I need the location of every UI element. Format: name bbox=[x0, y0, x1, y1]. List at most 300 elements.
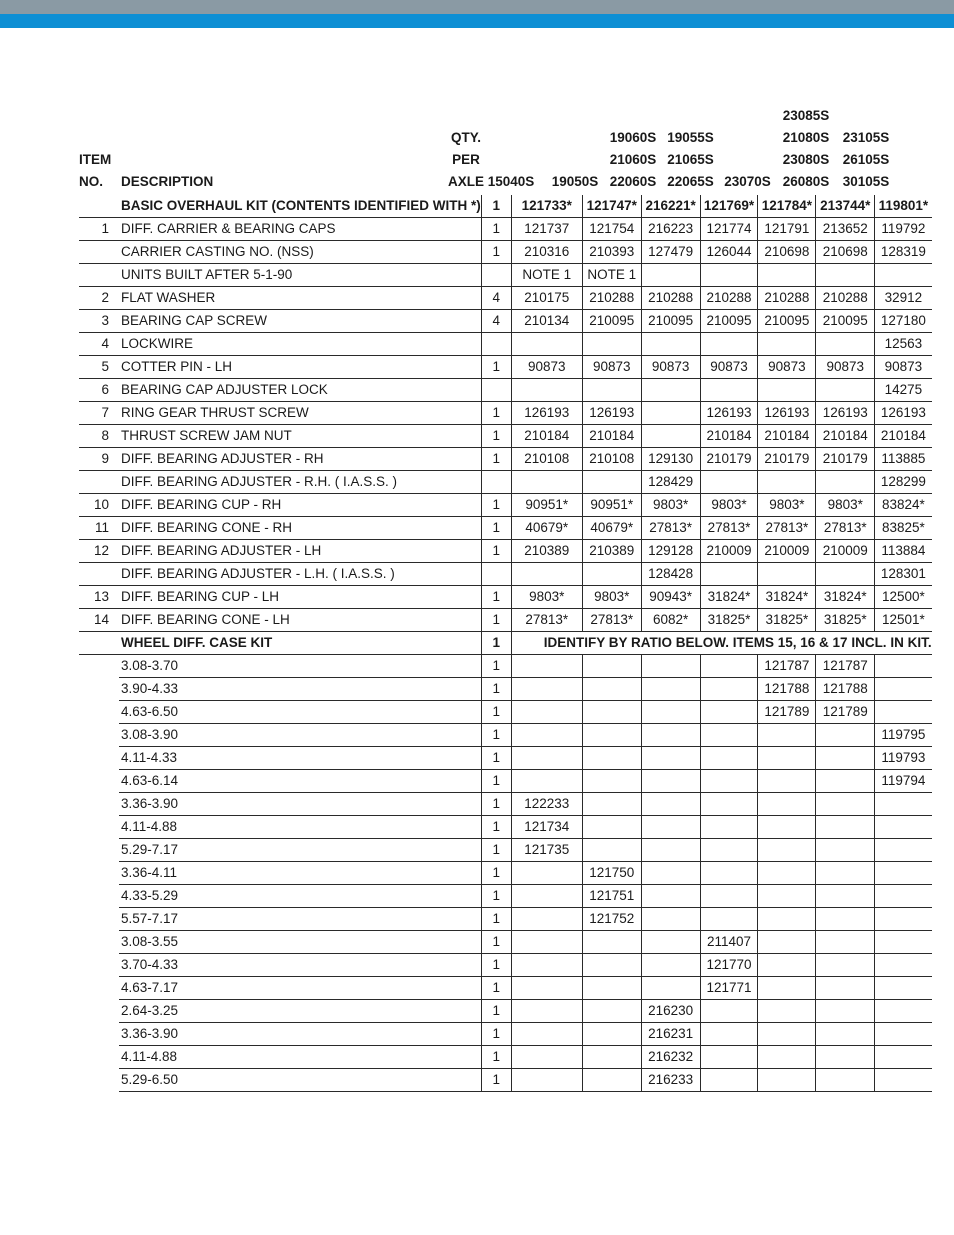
part-number-cell bbox=[511, 977, 582, 1000]
qty-cell bbox=[481, 379, 511, 402]
part-number-cell bbox=[875, 954, 932, 977]
qty-cell: 1 bbox=[481, 1046, 511, 1069]
qty-cell: 1 bbox=[481, 402, 511, 425]
part-number-cell: 40679* bbox=[582, 517, 641, 540]
part-number-cell bbox=[875, 1023, 932, 1046]
item-number-cell bbox=[79, 724, 119, 747]
qty-cell: 1 bbox=[481, 747, 511, 770]
part-number-cell: 126193 bbox=[700, 402, 758, 425]
part-number-cell: 210698 bbox=[816, 241, 875, 264]
part-number-cell bbox=[582, 655, 641, 678]
part-number-cell: NOTE 1 bbox=[511, 264, 582, 287]
part-number-cell bbox=[641, 793, 700, 816]
part-number-cell: 31824* bbox=[816, 586, 875, 609]
table-row bbox=[79, 816, 932, 839]
part-number-cell bbox=[758, 931, 816, 954]
part-number-cell bbox=[875, 1000, 932, 1023]
part-number-cell: 210095 bbox=[641, 310, 700, 333]
item-number-cell: 8 bbox=[79, 425, 119, 448]
part-number-cell bbox=[700, 724, 758, 747]
part-number-cell bbox=[582, 1069, 641, 1092]
part-number-cell bbox=[641, 701, 700, 724]
header-band-blue bbox=[0, 14, 954, 28]
table-row bbox=[79, 954, 932, 977]
part-number-cell bbox=[641, 839, 700, 862]
part-number-cell bbox=[816, 954, 875, 977]
part-number-cell bbox=[700, 908, 758, 931]
qty-cell: 1 bbox=[481, 977, 511, 1000]
table-row bbox=[79, 356, 932, 379]
part-number-cell bbox=[641, 954, 700, 977]
qty-cell: 1 bbox=[481, 954, 511, 977]
part-number-cell: 27813* bbox=[758, 517, 816, 540]
table-row bbox=[79, 1000, 932, 1023]
part-number-cell: 121788 bbox=[758, 678, 816, 701]
part-number-cell bbox=[758, 885, 816, 908]
item-number-cell bbox=[79, 195, 119, 218]
part-number-cell bbox=[700, 333, 758, 356]
part-number-cell bbox=[816, 264, 875, 287]
part-number-cell: 31825* bbox=[758, 609, 816, 632]
item-number-cell bbox=[79, 241, 119, 264]
item-number-cell bbox=[79, 701, 119, 724]
item-number-cell: 4 bbox=[79, 333, 119, 356]
item-number-cell: 7 bbox=[79, 402, 119, 425]
part-number-cell: 90951* bbox=[582, 494, 641, 517]
part-number-cell: 213652 bbox=[816, 218, 875, 241]
part-number-cell bbox=[816, 379, 875, 402]
model-header: 23080S bbox=[782, 152, 830, 167]
part-number-cell bbox=[758, 977, 816, 1000]
part-number-cell: 128319 bbox=[875, 241, 932, 264]
table-row bbox=[79, 931, 932, 954]
qty-cell: 1 bbox=[481, 218, 511, 241]
item-number-cell bbox=[79, 908, 119, 931]
description-cell: 3.70-4.33 bbox=[119, 954, 481, 977]
part-number-cell: 121787 bbox=[816, 655, 875, 678]
table-row bbox=[79, 770, 932, 793]
part-number-cell: 210009 bbox=[700, 540, 758, 563]
part-number-cell: 6082* bbox=[641, 609, 700, 632]
qty-cell: 1 bbox=[481, 586, 511, 609]
part-number-cell bbox=[641, 977, 700, 1000]
part-number-cell: 216223 bbox=[641, 218, 700, 241]
part-number-cell bbox=[758, 724, 816, 747]
description-cell: 5.57-7.17 bbox=[119, 908, 481, 931]
part-number-cell bbox=[700, 862, 758, 885]
part-number-cell bbox=[641, 379, 700, 402]
item-number-cell: 10 bbox=[79, 494, 119, 517]
part-number-cell bbox=[582, 747, 641, 770]
table-row bbox=[79, 448, 932, 471]
part-number-cell bbox=[700, 839, 758, 862]
part-number-cell bbox=[758, 770, 816, 793]
part-number-cell bbox=[758, 379, 816, 402]
parts-table bbox=[79, 195, 932, 1092]
table-row bbox=[79, 379, 932, 402]
table-row bbox=[79, 1046, 932, 1069]
part-number-cell bbox=[700, 1000, 758, 1023]
part-number-cell: 90873 bbox=[700, 356, 758, 379]
part-number-cell: 119794 bbox=[875, 770, 932, 793]
part-number-cell bbox=[511, 563, 582, 586]
item-number-cell bbox=[79, 655, 119, 678]
item-number-cell: 14 bbox=[79, 609, 119, 632]
qty-cell: 1 bbox=[481, 517, 511, 540]
part-number-cell bbox=[875, 931, 932, 954]
part-number-cell bbox=[875, 885, 932, 908]
table-row bbox=[79, 241, 932, 264]
part-number-cell bbox=[641, 862, 700, 885]
description-cell: 5.29-6.50 bbox=[119, 1069, 481, 1092]
part-number-cell bbox=[641, 425, 700, 448]
part-number-cell bbox=[758, 1000, 816, 1023]
table-row bbox=[79, 793, 932, 816]
part-number-cell bbox=[758, 816, 816, 839]
part-number-cell bbox=[582, 931, 641, 954]
part-number-cell bbox=[511, 1069, 582, 1092]
part-number-cell bbox=[700, 563, 758, 586]
description-cell: 2.64-3.25 bbox=[119, 1000, 481, 1023]
table-row bbox=[79, 908, 932, 931]
part-number-cell: 210184 bbox=[582, 425, 641, 448]
item-number-cell bbox=[79, 839, 119, 862]
part-number-cell: 83825* bbox=[875, 517, 932, 540]
part-number-cell: 119793 bbox=[875, 747, 932, 770]
item-number-cell: 11 bbox=[79, 517, 119, 540]
description-cell: DIFF. CARRIER & BEARING CAPS bbox=[119, 218, 481, 241]
part-number-cell bbox=[641, 816, 700, 839]
model-header: 30105S bbox=[842, 174, 890, 189]
part-number-cell: 210095 bbox=[816, 310, 875, 333]
part-number-cell bbox=[816, 862, 875, 885]
part-number-cell: 113884 bbox=[875, 540, 932, 563]
part-number-cell: 128301 bbox=[875, 563, 932, 586]
model-header: 22060S bbox=[609, 174, 657, 189]
description-cell: 4.11-4.88 bbox=[119, 1046, 481, 1069]
part-number-cell bbox=[875, 1069, 932, 1092]
item-number-cell bbox=[79, 678, 119, 701]
part-number-cell: 210698 bbox=[758, 241, 816, 264]
description-cell: BASIC OVERHAUL KIT (CONTENTS IDENTIFIED WITH *) bbox=[119, 195, 481, 218]
part-number-cell bbox=[511, 954, 582, 977]
item-number-cell bbox=[79, 793, 119, 816]
model-header: 19055S bbox=[667, 130, 714, 145]
item-number-cell bbox=[79, 1023, 119, 1046]
part-number-cell bbox=[875, 655, 932, 678]
model-header: 26105S bbox=[842, 152, 890, 167]
part-number-cell bbox=[641, 908, 700, 931]
model-header: 21080S bbox=[782, 130, 830, 145]
qty-header-line-3: AXLE bbox=[447, 174, 484, 189]
part-number-cell: 210389 bbox=[511, 540, 582, 563]
part-number-cell: 113885 bbox=[875, 448, 932, 471]
item-number-cell bbox=[79, 1046, 119, 1069]
part-number-cell bbox=[582, 954, 641, 977]
part-number-cell bbox=[816, 1069, 875, 1092]
part-number-cell: 126193 bbox=[875, 402, 932, 425]
description-cell: 3.36-3.90 bbox=[119, 793, 481, 816]
part-number-cell bbox=[641, 747, 700, 770]
table-row bbox=[79, 885, 932, 908]
qty-cell: 1 bbox=[481, 494, 511, 517]
table-row bbox=[79, 264, 932, 287]
part-number-cell: 127180 bbox=[875, 310, 932, 333]
part-number-cell: 9803* bbox=[511, 586, 582, 609]
part-number-cell bbox=[511, 678, 582, 701]
part-number-cell bbox=[511, 471, 582, 494]
part-number-cell bbox=[511, 885, 582, 908]
part-number-cell bbox=[816, 471, 875, 494]
model-header: 21060S bbox=[609, 152, 657, 167]
part-number-cell bbox=[582, 1000, 641, 1023]
part-number-cell: 90873 bbox=[875, 356, 932, 379]
part-number-cell bbox=[758, 333, 816, 356]
part-number-cell bbox=[758, 1069, 816, 1092]
item-number-cell bbox=[79, 1069, 119, 1092]
description-cell: BEARING CAP ADJUSTER LOCK bbox=[119, 379, 481, 402]
description-cell: 4.33-5.29 bbox=[119, 885, 481, 908]
part-number-cell bbox=[582, 1023, 641, 1046]
table-row bbox=[79, 494, 932, 517]
part-number-cell bbox=[511, 1046, 582, 1069]
part-number-cell: 121754 bbox=[582, 218, 641, 241]
item-number-cell bbox=[79, 632, 119, 655]
qty-cell: 4 bbox=[481, 287, 511, 310]
part-number-cell: 90873 bbox=[641, 356, 700, 379]
part-number-cell: NOTE 1 bbox=[582, 264, 641, 287]
part-number-cell bbox=[641, 724, 700, 747]
part-number-cell: 210095 bbox=[700, 310, 758, 333]
part-number-cell: 9803* bbox=[700, 494, 758, 517]
qty-cell: 1 bbox=[481, 931, 511, 954]
part-number-cell bbox=[875, 264, 932, 287]
part-number-cell bbox=[700, 770, 758, 793]
part-number-cell: 210095 bbox=[758, 310, 816, 333]
part-number-cell: 210108 bbox=[582, 448, 641, 471]
model-header: 26080S bbox=[782, 174, 830, 189]
description-cell: WHEEL DIFF. CASE KIT bbox=[119, 632, 481, 655]
description-cell: BEARING CAP SCREW bbox=[119, 310, 481, 333]
qty-cell: 1 bbox=[481, 655, 511, 678]
part-number-cell: 121787 bbox=[758, 655, 816, 678]
item-number-cell bbox=[79, 563, 119, 586]
table-row bbox=[79, 471, 932, 494]
description-cell: 4.63-7.17 bbox=[119, 977, 481, 1000]
part-number-cell: 27813* bbox=[582, 609, 641, 632]
qty-cell: 1 bbox=[481, 1023, 511, 1046]
part-number-cell bbox=[700, 264, 758, 287]
part-number-cell bbox=[758, 264, 816, 287]
part-number-cell bbox=[758, 1046, 816, 1069]
part-number-cell: 210009 bbox=[816, 540, 875, 563]
part-number-cell bbox=[758, 839, 816, 862]
description-cell: 4.11-4.33 bbox=[119, 747, 481, 770]
item-number-cell bbox=[79, 816, 119, 839]
part-number-cell bbox=[875, 839, 932, 862]
part-number-cell: 9803* bbox=[582, 586, 641, 609]
part-number-cell: 210179 bbox=[700, 448, 758, 471]
table-row bbox=[79, 609, 932, 632]
table-row bbox=[79, 839, 932, 862]
table-row bbox=[79, 678, 932, 701]
part-number-cell: 31825* bbox=[816, 609, 875, 632]
part-number-cell: 210316 bbox=[511, 241, 582, 264]
part-number-cell: 32912 bbox=[875, 287, 932, 310]
part-number-cell bbox=[582, 563, 641, 586]
part-number-cell: 121733* bbox=[511, 195, 582, 218]
part-number-cell bbox=[641, 333, 700, 356]
qty-cell: 1 bbox=[481, 241, 511, 264]
qty-cell: 1 bbox=[481, 632, 511, 655]
table-row bbox=[79, 701, 932, 724]
part-number-cell: 121752 bbox=[582, 908, 641, 931]
part-number-cell bbox=[582, 471, 641, 494]
description-cell: LOCKWIRE bbox=[119, 333, 481, 356]
item-number-cell: 5 bbox=[79, 356, 119, 379]
qty-cell bbox=[481, 264, 511, 287]
qty-cell: 4 bbox=[481, 310, 511, 333]
item-number-cell bbox=[79, 954, 119, 977]
part-number-cell: 210095 bbox=[582, 310, 641, 333]
item-number-cell: 13 bbox=[79, 586, 119, 609]
qty-cell: 1 bbox=[481, 724, 511, 747]
part-number-cell bbox=[641, 402, 700, 425]
qty-cell: 1 bbox=[481, 448, 511, 471]
part-number-cell bbox=[816, 885, 875, 908]
part-number-cell: 27813* bbox=[641, 517, 700, 540]
description-cell: 3.08-3.70 bbox=[119, 655, 481, 678]
part-number-cell: 210134 bbox=[511, 310, 582, 333]
part-number-cell bbox=[582, 333, 641, 356]
part-number-cell: 121747* bbox=[582, 195, 641, 218]
part-number-cell bbox=[875, 862, 932, 885]
description-cell: THRUST SCREW JAM NUT bbox=[119, 425, 481, 448]
table-row bbox=[79, 425, 932, 448]
part-number-cell: 121769* bbox=[700, 195, 758, 218]
part-number-cell bbox=[758, 954, 816, 977]
part-number-cell: 40679* bbox=[511, 517, 582, 540]
qty-cell: 1 bbox=[481, 770, 511, 793]
item-number-cell bbox=[79, 862, 119, 885]
item-number-cell bbox=[79, 471, 119, 494]
part-number-cell: 210179 bbox=[758, 448, 816, 471]
part-number-cell: 126193 bbox=[758, 402, 816, 425]
item-number-cell bbox=[79, 977, 119, 1000]
part-number-cell: 27813* bbox=[700, 517, 758, 540]
description-cell: DIFF. BEARING CUP - LH bbox=[119, 586, 481, 609]
part-number-cell: 119792 bbox=[875, 218, 932, 241]
part-number-cell: 210288 bbox=[816, 287, 875, 310]
part-number-cell bbox=[582, 724, 641, 747]
part-number-cell: 9803* bbox=[641, 494, 700, 517]
part-number-cell: 121788 bbox=[816, 678, 875, 701]
part-number-cell bbox=[700, 1023, 758, 1046]
item-number-cell: 9 bbox=[79, 448, 119, 471]
table-row bbox=[79, 655, 932, 678]
model-header: 22065S bbox=[667, 174, 714, 189]
part-number-cell: 14275 bbox=[875, 379, 932, 402]
table-row bbox=[79, 632, 932, 655]
part-number-cell: 121770 bbox=[700, 954, 758, 977]
part-number-cell: 129128 bbox=[641, 540, 700, 563]
model-header: 23070S bbox=[724, 174, 771, 189]
table-row bbox=[79, 586, 932, 609]
part-number-cell bbox=[511, 333, 582, 356]
part-number-cell bbox=[875, 701, 932, 724]
part-number-cell bbox=[511, 908, 582, 931]
qty-cell: 1 bbox=[481, 885, 511, 908]
description-cell: DIFF. BEARING CUP - RH bbox=[119, 494, 481, 517]
part-number-cell: 121750 bbox=[582, 862, 641, 885]
qty-cell: 1 bbox=[481, 678, 511, 701]
qty-cell: 1 bbox=[481, 701, 511, 724]
model-header: 23085S bbox=[782, 108, 830, 123]
part-number-cell: 129130 bbox=[641, 448, 700, 471]
qty-cell: 1 bbox=[481, 540, 511, 563]
item-number-cell: 3 bbox=[79, 310, 119, 333]
description-cell: DIFF. BEARING ADJUSTER - LH bbox=[119, 540, 481, 563]
description-cell: DIFF. BEARING CONE - LH bbox=[119, 609, 481, 632]
description-cell: DIFF. BEARING CONE - RH bbox=[119, 517, 481, 540]
part-number-cell: 210288 bbox=[758, 287, 816, 310]
part-number-cell: 128429 bbox=[641, 471, 700, 494]
part-number-cell bbox=[582, 816, 641, 839]
item-number-cell bbox=[79, 931, 119, 954]
part-number-cell: 121791 bbox=[758, 218, 816, 241]
part-number-cell: 127479 bbox=[641, 241, 700, 264]
model-header: 19060S bbox=[609, 130, 657, 145]
part-number-cell bbox=[758, 908, 816, 931]
part-number-cell: 90873 bbox=[582, 356, 641, 379]
qty-cell: 1 bbox=[481, 425, 511, 448]
part-number-cell: 31824* bbox=[758, 586, 816, 609]
part-number-cell bbox=[641, 678, 700, 701]
qty-cell: 1 bbox=[481, 839, 511, 862]
part-number-cell: 210184 bbox=[758, 425, 816, 448]
qty-header-line-2: PER bbox=[452, 152, 480, 167]
description-cell: DIFF. BEARING ADJUSTER - RH bbox=[119, 448, 481, 471]
table-row bbox=[79, 218, 932, 241]
part-number-cell bbox=[816, 931, 875, 954]
part-number-cell: 121784* bbox=[758, 195, 816, 218]
part-number-cell bbox=[758, 793, 816, 816]
part-number-cell bbox=[875, 816, 932, 839]
qty-cell: 1 bbox=[481, 816, 511, 839]
part-number-cell: 210393 bbox=[582, 241, 641, 264]
table-row bbox=[79, 563, 932, 586]
part-number-cell: 210108 bbox=[511, 448, 582, 471]
part-number-cell bbox=[758, 563, 816, 586]
part-number-cell bbox=[816, 1046, 875, 1069]
part-number-cell bbox=[816, 977, 875, 1000]
qty-cell: 1 bbox=[481, 195, 511, 218]
item-number-cell bbox=[79, 885, 119, 908]
part-number-cell: 121771 bbox=[700, 977, 758, 1000]
part-number-cell bbox=[511, 747, 582, 770]
part-number-cell: 90873 bbox=[816, 356, 875, 379]
part-number-cell: 27813* bbox=[511, 609, 582, 632]
header-band-gray bbox=[0, 0, 954, 14]
part-number-cell bbox=[700, 655, 758, 678]
part-number-cell: 210179 bbox=[816, 448, 875, 471]
part-number-cell bbox=[700, 816, 758, 839]
description-cell: COTTER PIN - LH bbox=[119, 356, 481, 379]
table-row bbox=[79, 195, 932, 218]
part-number-cell: 210288 bbox=[700, 287, 758, 310]
part-number-cell: 12501* bbox=[875, 609, 932, 632]
part-number-cell: 210184 bbox=[816, 425, 875, 448]
